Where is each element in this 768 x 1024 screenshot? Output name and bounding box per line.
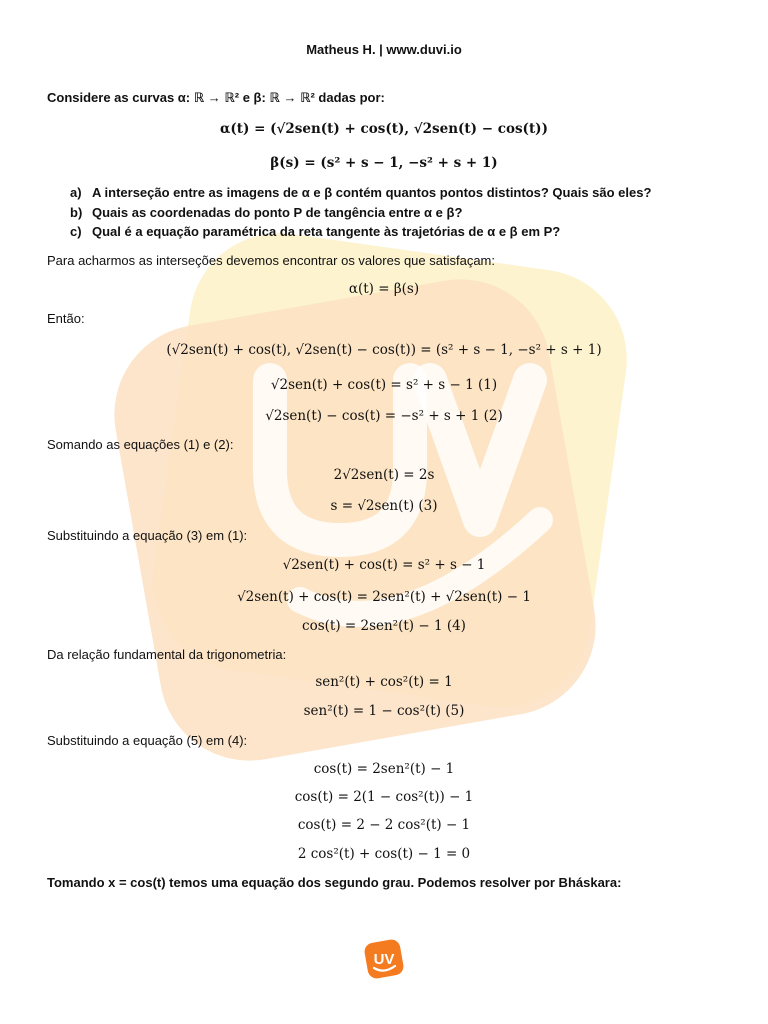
equation-sub-2: √2sen(t) + cos(t) = 2sen²(t) + √2sen(t) − 1 [237,589,531,605]
paragraph-trig: Da relação fundamental da trigonometria: [47,647,287,662]
equation-alpha: α(t) = (√2sen(t) + cos(t), √2sen(t) − cos(t)) [220,121,548,137]
equation-3: s = √2sen(t) (3) [330,498,438,514]
question-text: Qual é a equação paramétrica da reta tangente às trajetórias de α e β em P? [92,224,561,239]
intro-text: Considere as curvas α: ℝ → ℝ² e β: ℝ → ℝ² dadas por: [47,90,385,105]
equation-step-1: cos(t) = 2sen²(t) − 1 [313,761,455,777]
question-label: b) [70,205,83,220]
equation-beta: β(s) = (s² + s − 1, −s² + s + 1) [270,155,498,171]
logo-text: UV [373,951,395,968]
question-label: a) [70,185,82,200]
paragraph-intersections: Para acharmos as interseções devemos encontrar os valores que satisfaçam: [47,253,495,268]
page-header: Matheus H. | www.duvi.io [306,42,462,57]
equation-2: √2sen(t) − cos(t) = −s² + s + 1 (2) [265,408,503,424]
question-text: Quais as coordenadas do ponto P de tangência entre α e β? [92,205,463,220]
equation-5: sen²(t) = 1 − cos²(t) (5) [303,703,465,719]
question-label: c) [70,224,82,239]
equation-4: cos(t) = 2sen²(t) − 1 (4) [302,618,466,634]
question-a [70,185,651,200]
paragraph-substitute-5: Substituindo a equação (5) em (4): [47,733,248,748]
equation-1: √2sen(t) + cos(t) = s² + s − 1 (1) [270,377,498,393]
equation-step-3: cos(t) = 2 − 2 cos²(t) − 1 [297,817,471,833]
equation-step-2: cos(t) = 2(1 − cos²(t)) − 1 [294,789,474,805]
equation-sum: 2√2sen(t) = 2s [333,467,435,483]
paragraph-bhaskara: Tomando x = cos(t) temos uma equação dos segundo grau. Podemos resolver por Bháskara: [47,875,622,890]
equation-fundamental: sen²(t) + cos²(t) = 1 [315,674,453,690]
uv-logo-icon [362,937,406,981]
paragraph-substitute-3: Substituindo a equação (3) em (1): [47,528,248,543]
paragraph-entao: Então: [47,311,85,326]
paragraph-sum: Somando as equações (1) e (2): [47,437,234,452]
question-b [70,205,462,220]
equation-alpha-beta: α(t) = β(s) [348,281,420,297]
question-text: A interseção entre as imagens de α e β contém quantos pontos distintos? Quais são eles? [92,185,652,200]
equation-step-4: 2 cos²(t) + cos(t) − 1 = 0 [297,846,471,862]
equation-system: (√2sen(t) + cos(t), √2sen(t) − cos(t)) = (s² + s − 1, −s² + s + 1) [166,342,602,358]
equation-sub-1: √2sen(t) + cos(t) = s² + s − 1 [282,557,486,573]
question-c [70,224,560,239]
